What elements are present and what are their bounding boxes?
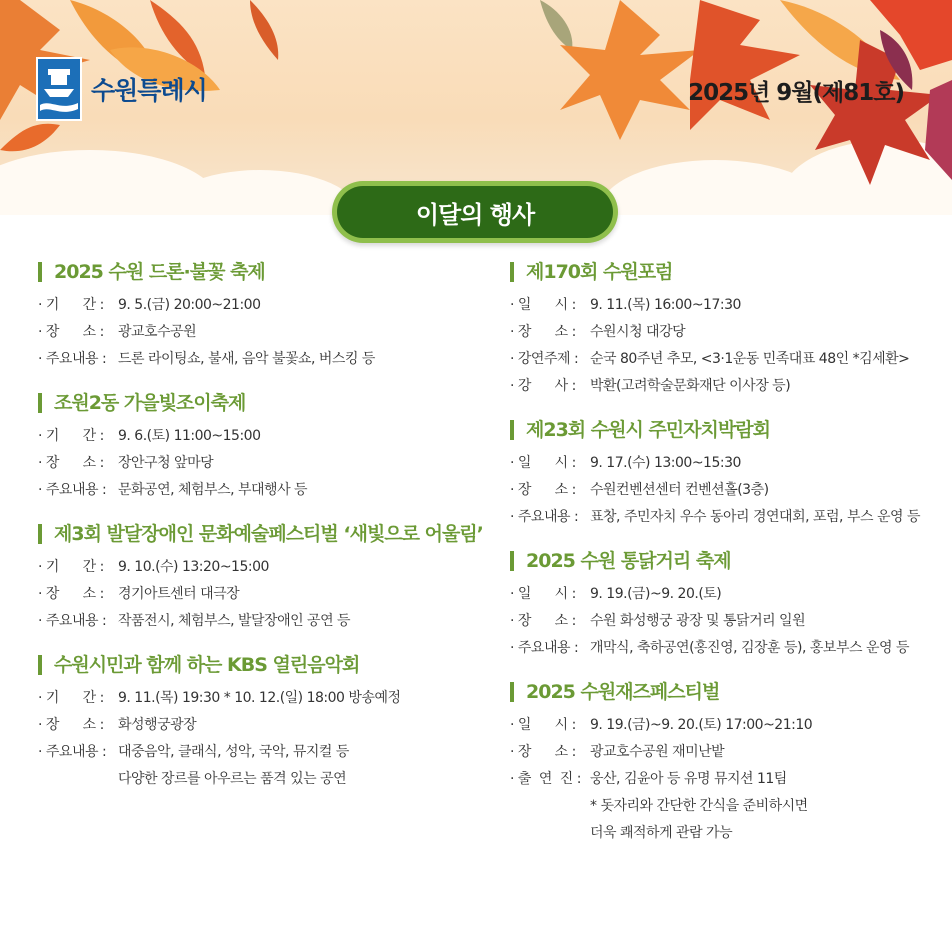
detail-value: 9. 6.(토) 11:00~15:00 [118, 428, 261, 444]
event-detail-row [510, 712, 950, 739]
event-block [38, 523, 483, 635]
event-detail-row [38, 554, 478, 581]
city-name: 수원특례시 [91, 76, 207, 105]
detail-label: · 기 간 : [38, 428, 104, 444]
event-detail-row [510, 739, 950, 766]
detail-value: 9. 17.(수) 13:00~15:30 [590, 455, 741, 471]
detail-value: 9. 11.(목) 16:00~17:30 [590, 297, 741, 313]
event-title: 조원2동 가을빛조이축제 [38, 393, 478, 413]
event-detail-row [38, 477, 478, 504]
event-title: 제23회 수원시 주민자치박람회 [510, 420, 950, 440]
detail-value: * 돗자리와 간단한 간식을 준비하시면 [590, 798, 808, 814]
event-detail-row [510, 766, 950, 793]
detail-value: 표창, 주민자치 우수 동아리 경연대회, 포럼, 부스 운영 등 [590, 509, 920, 525]
detail-value: 장안구청 앞마당 [118, 455, 214, 471]
left-event-column [38, 261, 483, 813]
banner-title: 이달의 행사 [337, 186, 613, 238]
detail-label: · 장 소 : [38, 455, 104, 471]
city-emblem-icon [36, 57, 82, 121]
detail-label: · 기 간 : [38, 559, 104, 575]
detail-value: 9. 19.(금)~9. 20.(토) 17:00~21:10 [590, 717, 813, 733]
detail-value: 9. 10.(수) 13:20~15:00 [118, 559, 269, 575]
event-detail-row [510, 608, 950, 635]
maple-leaf-icon [540, 0, 572, 50]
right-event-column [510, 262, 950, 867]
event-title: 2025 수원재즈페스티벌 [510, 682, 950, 702]
detail-label: · 주요내용 : [38, 744, 107, 760]
detail-label: · 일 시 : [510, 586, 576, 602]
maple-leaf-icon [690, 0, 800, 130]
event-detail-row [38, 346, 478, 373]
event-title: 제3회 발달장애인 문화예술페스티벌 ‘새빛으로 어울림’ [38, 524, 478, 544]
detail-label: · 주요내용 : [38, 613, 107, 629]
detail-label: · 주요내용 : [38, 482, 107, 498]
event-detail-row [38, 608, 478, 635]
event-block [38, 393, 478, 504]
event-detail-row [38, 450, 478, 477]
detail-value: 개막식, 축하공연(홍진영, 김장훈 등), 홍보부스 운영 등 [590, 640, 909, 656]
detail-value: 광교호수공원 재미난밭 [590, 744, 725, 760]
detail-label: · 출 연 진 : [510, 771, 581, 787]
event-title: 제170회 수원포럼 [510, 262, 950, 282]
event-title: 수원시민과 함께 하는 KBS 열린음악회 [38, 655, 478, 675]
detail-value: 수원시청 대강당 [590, 324, 686, 340]
detail-label: · 기 간 : [38, 690, 104, 706]
detail-label: · 장 소 : [510, 324, 576, 340]
detail-value: 박환(고려학술문화재단 이사장 등) [590, 378, 791, 394]
event-detail-row [510, 346, 950, 373]
event-block [510, 551, 950, 662]
detail-label: · 일 시 : [510, 717, 576, 733]
event-detail-row [38, 319, 478, 346]
event-detail-row [38, 685, 478, 712]
event-detail-row [510, 581, 950, 608]
event-block [510, 682, 950, 847]
detail-label: · 일 시 : [510, 455, 576, 471]
detail-value: 수원컨벤션센터 컨벤션홀(3층) [590, 482, 769, 498]
event-block [38, 262, 478, 373]
event-detail-row [510, 635, 950, 662]
detail-value: 드론 라이팅쇼, 불새, 음악 불꽃쇼, 버스킹 등 [118, 351, 375, 367]
detail-value: 문화공연, 체험부스, 부대행사 등 [118, 482, 308, 498]
detail-label: · 장 소 : [38, 324, 104, 340]
event-detail-row [38, 292, 478, 319]
event-detail-row [38, 423, 478, 450]
event-detail-row [38, 581, 478, 608]
detail-label: · 주요내용 : [510, 640, 579, 656]
detail-label: · 장 소 : [38, 586, 104, 602]
detail-label: · 장 소 : [510, 482, 576, 498]
detail-value: 9. 19.(금)~9. 20.(토) [590, 586, 722, 602]
detail-label: · 장 소 : [38, 717, 104, 733]
detail-value: 경기아트센터 대극장 [118, 586, 240, 602]
maple-leaf-icon [0, 124, 60, 152]
detail-value: 9. 5.(금) 20:00~21:00 [118, 297, 261, 313]
maple-leaf-icon [560, 0, 700, 140]
event-detail-row [38, 766, 478, 793]
detail-value: 순국 80주년 추모, <3·1운동 민족대표 48인 *김세환> [590, 351, 910, 367]
city-logo[interactable] [36, 57, 207, 121]
detail-value: 작품전시, 체험부스, 발달장애인 공연 등 [118, 613, 351, 629]
event-detail-row [510, 450, 950, 477]
event-detail-row [38, 739, 478, 766]
event-detail-row [510, 793, 950, 820]
detail-label: · 주요내용 : [510, 509, 579, 525]
detail-value: 화성행궁광장 [118, 717, 197, 733]
event-detail-row [510, 292, 950, 319]
event-detail-row [510, 504, 950, 531]
detail-value: 9. 11.(목) 19:30 * 10. 12.(일) 18:00 방송예정 [118, 690, 401, 706]
detail-value: 수원 화성행궁 광장 및 통닭거리 일원 [590, 613, 806, 629]
detail-value: 광교호수공원 [118, 324, 197, 340]
section-banner [332, 181, 618, 243]
event-detail-row [510, 373, 950, 400]
event-block [510, 262, 950, 400]
event-block [38, 655, 478, 793]
event-detail-row [510, 319, 950, 346]
event-detail-row [510, 820, 950, 847]
detail-label: · 장 소 : [510, 744, 576, 760]
event-title: 2025 수원 드론·불꽃 축제 [38, 262, 478, 282]
event-detail-row [510, 477, 950, 504]
detail-value: 더욱 쾌적하게 관람 가능 [590, 825, 733, 841]
detail-label: · 장 소 : [510, 613, 576, 629]
detail-label: · 기 간 : [38, 297, 104, 313]
event-title: 2025 수원 통닭거리 축제 [510, 551, 950, 571]
issue-label: 2025년 9월(제81호) [688, 80, 904, 106]
event-block [510, 420, 950, 531]
detail-value: 대중음악, 클래식, 성악, 국악, 뮤지컬 등 [118, 744, 349, 760]
detail-label: · 강연주제 : [510, 351, 579, 367]
maple-leaf-icon [250, 0, 278, 60]
detail-label: · 주요내용 : [38, 351, 107, 367]
event-detail-row [38, 712, 478, 739]
detail-label: · 강 사 : [510, 378, 576, 394]
detail-value: 다양한 장르를 아우르는 품격 있는 공연 [118, 771, 347, 787]
detail-label: · 일 시 : [510, 297, 576, 313]
detail-value: 웅산, 김윤아 등 유명 뮤지션 11팀 [590, 771, 787, 787]
